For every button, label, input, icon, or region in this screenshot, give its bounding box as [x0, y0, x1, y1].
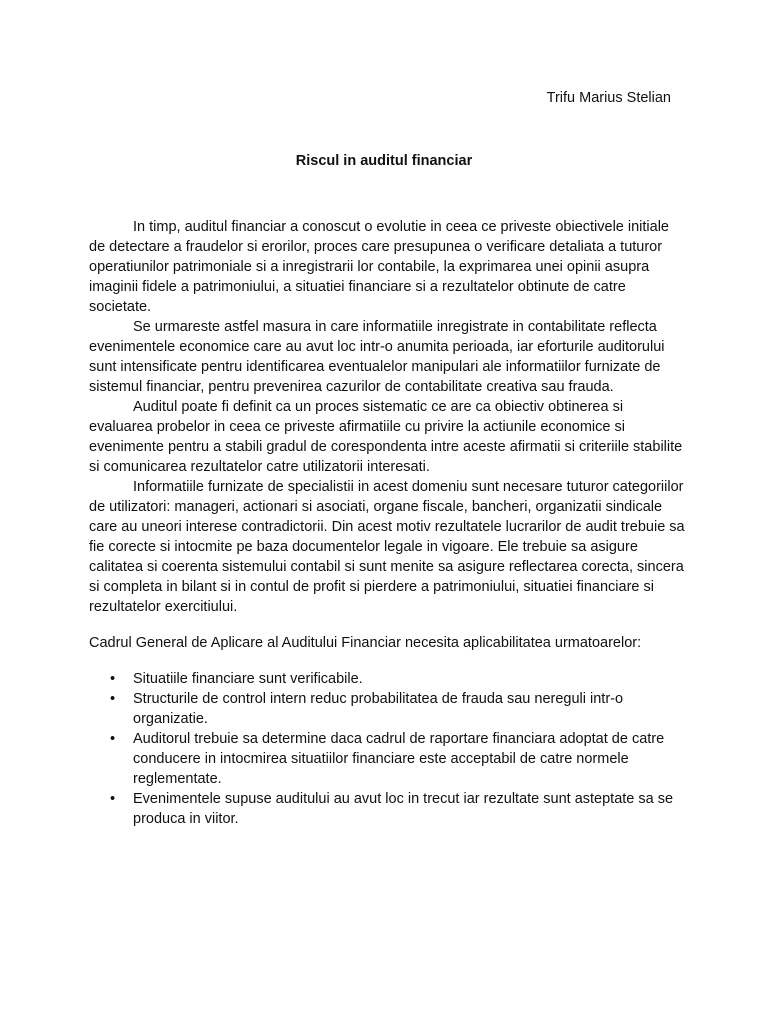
- bullet-icon: •: [110, 731, 116, 747]
- document-title: Riscul in auditul financiar: [295, 153, 473, 169]
- document-body: [89, 217, 686, 829]
- bullet-icon: •: [110, 671, 116, 687]
- paragraph: In timp, auditul financiar a conoscut o evolutie in ceea ce priveste obiectivele initiale de detectare a fraudelor si erorilor, proces care presupunea o verificare detaliata a tuturor operatiunilor patrimoniale si a inregistrarii lor contabile, la exprimarea unei opinii asupra imaginii fidele a patrimoniului, a situatiei financiare si a rezultatelor obtinute de catre societate.: [89, 219, 669, 315]
- list-item: [89, 789, 686, 829]
- list-item: [89, 669, 686, 689]
- paragraph: Auditul poate fi definit ca un proces sistematic ce are ca obiectiv obtinerea si evaluarea probelor in ceea ce priveste afirmatiile cu privire la actiunile economice si evenimente pentru a stabili gradul de corespondenta intre aceste afirmatii si criteriile stabilite si comunicarea rezultatelor catre utilizatorii interesati.: [89, 399, 683, 475]
- bullet-icon: •: [110, 791, 116, 807]
- list-item-text: Situatiile financiare sunt verificabile.: [133, 671, 363, 687]
- bullet-list: [89, 669, 686, 829]
- list-item-text: Structurile de control intern reduc probabilitatea de frauda sau nereguli intr-o organizatie.: [133, 691, 624, 727]
- list-item: [89, 729, 686, 789]
- bullet-icon: •: [110, 691, 116, 707]
- list-item-text: Auditorul trebuie sa determine daca cadrul de raportare financiara adoptat de catre conducere in intocmirea situatiilor financiare este acceptabil de catre normele reglementate.: [133, 731, 665, 787]
- author-name: Trifu Marius Stelian: [546, 90, 671, 106]
- paragraph: Se urmareste astfel masura in care informatiile inregistrate in contabilitate reflecta evenimentele economice care au avut loc intr-o anumita perioada, iar eforturile auditorului sunt intensificate pentru identificarea eventualelor manipulari ale informatiilor furnizate de sistemul financiar, pentru prevenirea cazurilor de contabilitate creativa sau frauda.: [89, 319, 665, 395]
- list-intro: Cadrul General de Aplicare al Auditului Financiar necesita aplicabilitatea urmatoarelor:: [89, 635, 642, 651]
- list-item-text: Evenimentele supuse auditului au avut loc in trecut iar rezultate sunt asteptate sa se produca in viitor.: [133, 791, 674, 827]
- paragraph: Informatiile furnizate de specialistii in acest domeniu sunt necesare tuturor categoriilor de utilizatori: manageri, actionari si asociati, organe fiscale, bancheri, organizatii sindicale care au uneori interese contradictorii. Din acest motiv rezultatele lucrarilor de audit trebuie sa fie corecte si intocmite pe baza documentelor legale in vigoare. Ele trebuie sa asigure calitatea si coerenta sistemului contabil si sunt menite sa asigure reflectarea corecta, sincera si completa in bilant si in contul de profit si pierdere a patrimoniului, situatiei financiare si rezultatelor exercitiului.: [89, 479, 685, 615]
- list-item: [89, 689, 686, 729]
